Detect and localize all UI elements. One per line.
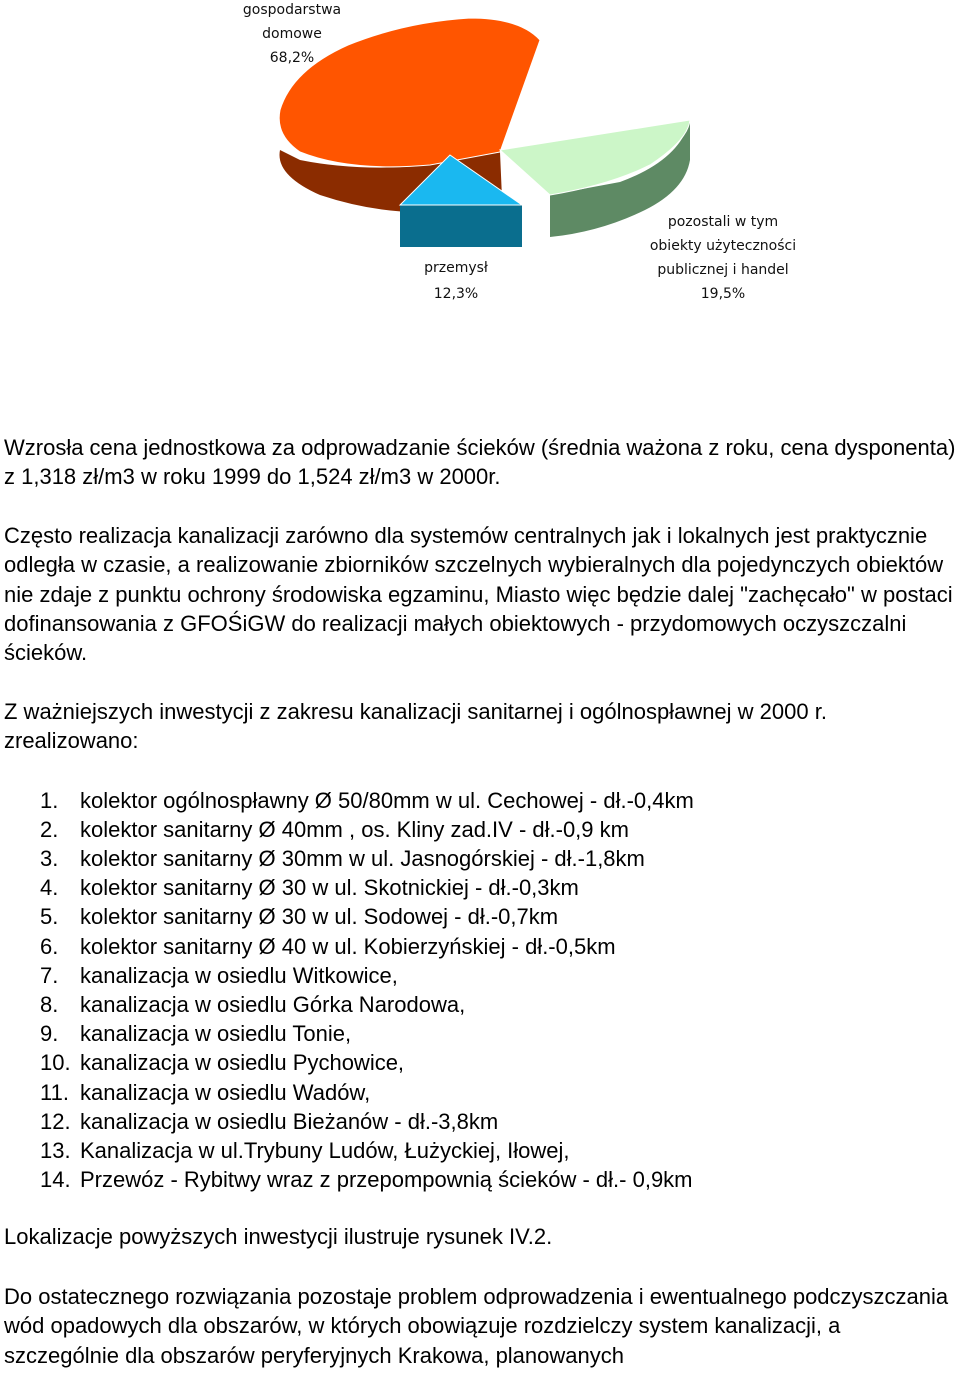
list-item-number: 7. <box>40 962 59 988</box>
list-item-text: kolektor ogólnospławny Ø 50/80mm w ul. Cechowej - dł.-0,4km <box>80 787 694 813</box>
paragraph-location-reference: Lokalizacje powyższych inwestycji ilustruje rysunek IV.2. <box>4 1224 553 1250</box>
list-item-text: Przewóz - Rybitwy wraz z przepompownią ścieków - dł.- 0,9km <box>80 1167 693 1193</box>
label-pozostali-line2: obiekty użyteczności <box>649 238 797 254</box>
label-gospodarstwa-line1: gospodarstwa <box>242 2 342 18</box>
list-item-text: kolektor sanitarny Ø 40 w ul. Kobierzyńskiej - dł.-0,5km <box>80 933 616 959</box>
list-item-number: 12. <box>40 1108 71 1134</box>
pie-chart-svg <box>180 0 840 320</box>
paragraph-stormwater: Do ostatecznego rozwiązania pozostaje problem odprowadzenia i ewentualnego podczyszczania wód opadowych dla obszarów, w których obowiązuje rozdzielczy system kanalizacji, a szczególnie dla obszarów peryferyjnych Krakowa, planowanych <box>4 1283 949 1368</box>
list-item <box>4 1078 956 1107</box>
list-item-number: 8. <box>40 991 59 1017</box>
label-pozostali-value: 19,5% <box>700 286 746 302</box>
list-item-text: kanalizacja w osiedlu Pychowice, <box>80 1050 405 1076</box>
list-item-number: 2. <box>40 816 59 842</box>
list-item-text: kanalizacja w osiedlu Tonie, <box>80 1021 352 1047</box>
investment-list <box>4 786 956 1195</box>
list-item-text: kolektor sanitarny Ø 30 w ul. Sodowej - dł.-0,7km <box>80 904 559 930</box>
label-przemysl-value: 12,3% <box>433 286 479 302</box>
list-item <box>4 844 956 873</box>
label-gospodarstwa-value: 68,2% <box>269 50 315 66</box>
pie-slice-przemysl-side <box>400 205 522 247</box>
list-item <box>4 902 956 931</box>
list-item <box>4 990 956 1019</box>
list-item-text: kolektor sanitarny Ø 40mm , os. Kliny zad.IV - dł.-0,9 km <box>80 816 629 842</box>
list-item <box>4 1165 956 1194</box>
label-pozostali-line3: publicznej i handel <box>657 262 789 278</box>
label-przemysl-line1: przemysł <box>424 260 488 276</box>
list-item-number: 5. <box>40 904 59 930</box>
list-item <box>4 932 956 961</box>
document-body <box>4 433 956 1370</box>
label-gospodarstwa-line2: domowe <box>262 26 322 42</box>
list-item <box>4 786 956 815</box>
paragraph-price: Wzrosła cena jednostkowa za odprowadzanie ścieków (średnia ważona z roku, cena dysponenta) z 1,318 zł/m3 w roku 1999 do 1,524 zł/m3 w 2000r. <box>4 435 956 490</box>
list-item-number: 13. <box>40 1137 71 1163</box>
list-item-number: 11. <box>40 1079 69 1105</box>
list-item-text: kolektor sanitarny Ø 30 w ul. Skotnickiej - dł.-0,3km <box>80 875 579 901</box>
paragraph-realization: Często realizacja kanalizacji zarówno dla systemów centralnych jak i lokalnych jest praktycznie odległa w czasie, a realizowanie zbiorników szczelnych wybieralnych dla pojedynczych obiektów nie zdaje z punktu ochrony środowiska egzaminu, Miasto więc będzie dalej "zachęcało" w postaci dofinansowania z GFOŚiGW do realizacji małych obiektowych - przydomowych oczyszczalni ścieków. <box>4 522 953 666</box>
paragraph-investments-intro: Z ważniejszych inwestycji z zakresu kanalizacji sanitarnej i ogólnospławnej w 2000 r. zrealizowano: <box>4 698 827 754</box>
list-item-number: 10. <box>40 1050 71 1076</box>
list-item <box>4 1107 956 1136</box>
list-item <box>4 815 956 844</box>
list-item-text: Kanalizacja w ul.Trybuny Ludów, Łużyckiej, Iłowej, <box>80 1137 570 1163</box>
list-item-number: 4. <box>40 875 59 901</box>
list-item-text: kolektor sanitarny Ø 30mm w ul. Jasnogórskiej - dł.-1,8km <box>80 846 645 872</box>
list-item-text: kanalizacja w osiedlu Wadów, <box>80 1079 371 1105</box>
list-item-number: 14. <box>40 1167 71 1193</box>
list-item-text: kanalizacja w osiedlu Witkowice, <box>80 962 398 988</box>
list-item <box>4 873 956 902</box>
list-item-number: 1. <box>40 787 59 813</box>
label-pozostali-line1: pozostali w tym <box>667 214 779 230</box>
list-item-number: 6. <box>40 933 59 959</box>
list-item-number: 3. <box>40 846 59 872</box>
list-item <box>4 1136 956 1165</box>
list-item <box>4 1019 956 1048</box>
list-item <box>4 1048 956 1077</box>
list-item <box>4 961 956 990</box>
pie-chart <box>180 0 840 320</box>
list-item-number: 9. <box>40 1021 59 1047</box>
list-item-text: kanalizacja w osiedlu Górka Narodowa, <box>80 991 466 1017</box>
list-item-text: kanalizacja w osiedlu Bieżanów - dł.-3,8km <box>80 1108 499 1134</box>
